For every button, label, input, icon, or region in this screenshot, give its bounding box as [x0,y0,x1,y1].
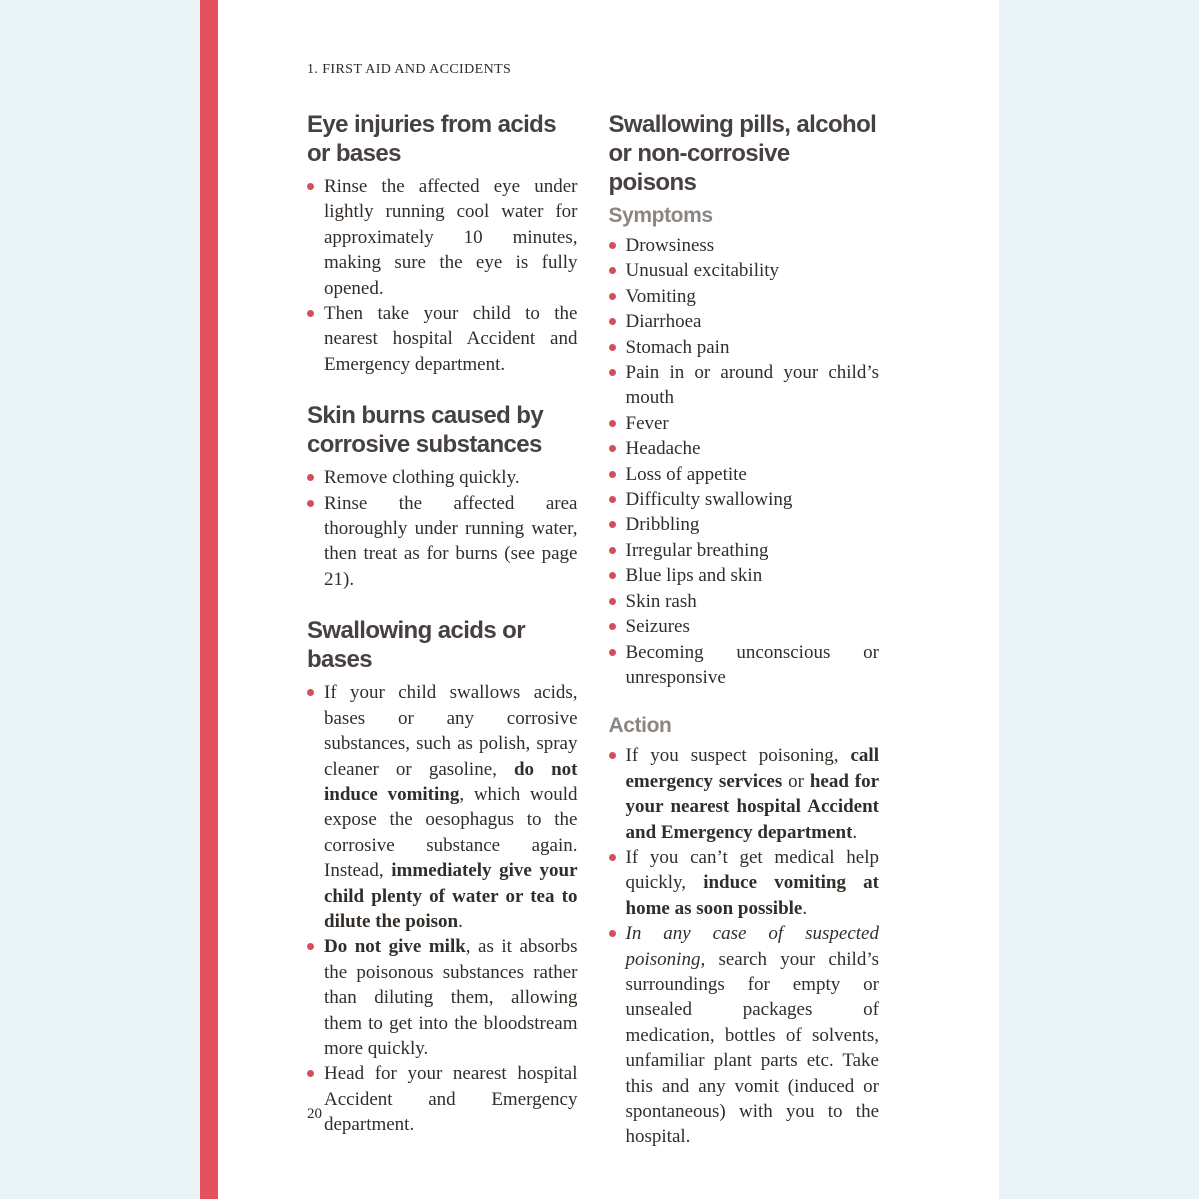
bullet-dot-icon [609,496,616,503]
bullet-item [609,436,880,461]
section [307,616,578,1137]
text-segment: do not induce vomiting [324,758,578,805]
bullet-dot-icon [609,521,616,528]
text-segment: head for your nearest hospital Accident and Emergency department [625,770,880,843]
bullet-item [609,538,880,563]
bullet-item [609,614,880,639]
bullet-dot-icon [609,623,616,630]
bullet-dot-icon [307,500,314,507]
bullet-dot-icon [609,598,616,605]
text-segment: Then take your child to the nearest hospital Accident and Emergency department. [324,303,578,375]
bullet-dot-icon [609,471,616,478]
bullet-dot-icon [307,1070,314,1077]
text-segment: induce vomiting at home as soon possible [625,872,879,919]
bullet-dot-icon [307,943,314,950]
bullet-dot-icon [609,752,616,759]
section [307,110,578,377]
text-segment: In any case of suspected poisoning, [625,923,879,970]
section [307,401,578,592]
bullet-item [609,284,880,309]
text-columns [307,110,879,1150]
text-segment: . [458,910,463,932]
text-segment: Stomach pain [625,336,730,358]
bullet-dot-icon [609,572,616,579]
section [609,110,880,1150]
text-segment: Drowsiness [625,235,715,256]
bullet-item [609,512,880,537]
bullet-item [609,563,880,588]
section-subheading: Symptoms [608,204,713,227]
bullet-item [609,309,880,334]
bullet-group [609,203,880,690]
bullet-dot-icon [307,183,314,190]
text-segment: . [852,821,858,843]
bullet-item [307,1061,578,1137]
bullet-dot-icon [609,547,616,554]
spine-stripe [200,0,218,1199]
bullet-list [609,743,880,1150]
bullet-item [307,934,578,1061]
bullet-dot-icon [307,689,314,696]
bullet-item [609,335,880,360]
text-segment: Do not give milk [324,936,466,958]
text-segment: If you suspect poisoning, [625,745,851,767]
bullet-item [609,743,880,845]
bullet-dot-icon [609,649,616,656]
text-segment: Dribbling [625,514,700,536]
text-segment: immediately give your child plenty of water or tea to dilute the poison [324,860,578,932]
bullet-item [609,921,880,1150]
text-segment: Rinse the affected eye under lightly running cool water for approximately 10 minutes, making sure the eye is fully opened. [324,176,578,299]
text-segment: Fever [625,412,669,434]
text-segment: Loss of appetite [625,463,747,485]
column-right [609,110,880,1150]
bullet-dot-icon [609,854,616,861]
bullet-dot-icon [609,242,616,249]
bullet-item [609,360,880,411]
bullet-item [307,491,578,593]
text-segment: Seizures [625,616,690,638]
bullet-group [307,680,578,1137]
text-segment: Head for your nearest hospital Accident and Emergency department. [324,1063,578,1136]
text-segment: Difficulty swallowing [625,489,793,511]
bullet-dot-icon [609,318,616,325]
text-segment: or [782,770,810,792]
bullet-item [307,680,578,934]
bullet-dot-icon [307,310,314,317]
section-heading: Swallowing pills, alcohol or non-corrosive poisons [608,111,877,196]
bullet-dot-icon [609,930,616,937]
page-number: 20 [307,1106,322,1122]
text-segment: Pain in or around your child’s mouth [625,362,879,409]
text-segment: Skin rash [625,590,697,612]
bullet-item [609,233,880,258]
bullet-dot-icon [609,267,616,274]
text-segment: . [802,897,808,919]
bullet-item [307,301,578,377]
text-segment: Blue lips and skin [625,565,763,587]
bullet-item [609,411,880,436]
section-heading: Swallowing acids or bases [307,617,525,674]
text-segment: , as it absorbs the poisonous substances rather than diluting them, allowing them to get into the bloodstream more quickly. [324,936,578,1059]
section-subheading: Action [608,714,672,738]
column-left [307,110,578,1150]
bullet-item [307,174,578,301]
text-segment: If you can’t get medical help quickly, [625,846,879,894]
text-segment: Rinse the affected area thoroughly under running water, then treat as for burns (see page 21). [324,492,578,590]
text-segment: Headache [625,438,701,460]
bullet-list [609,233,880,690]
running-header: 1. FIRST AID AND ACCIDENTS [307,62,512,77]
bullet-item [609,640,880,691]
text-segment: Becoming unconscious or unresponsive [625,641,879,688]
bullet-dot-icon [609,369,616,376]
bullet-dot-icon [609,420,616,427]
text-segment: Diarrhoea [625,311,702,333]
bullet-dot-icon [307,474,314,481]
bullet-item [609,462,880,487]
text-segment: Remove clothing quickly. [324,467,520,489]
bullet-item [609,487,880,512]
bullet-dot-icon [609,445,616,452]
section-heading: Eye injuries from acids or bases [307,111,556,167]
text-segment: call emergency services [625,745,879,792]
book-page [218,0,999,1199]
text-segment: If your child swallows acids, bases or any corrosive substances, such as polish, spray cleaner or gasoline, [324,682,578,780]
bullet-item [609,258,880,283]
bullet-list [307,465,578,592]
section-heading: Skin burns caused by corrosive substances [307,402,544,459]
bullet-item [609,589,880,614]
bullet-item [609,845,880,921]
text-segment: , which would expose the oesophagus to the corrosive substance again. Instead, [324,783,578,882]
bullet-list [307,680,578,1137]
text-segment: search your child’s surroundings for empty or unsealed packages of medication, bottles of solvents, unfamiliar plant parts etc. Take this and any vomit (induced or spontaneous) with you to the hospital. [625,948,879,1148]
bullet-dot-icon [609,293,616,300]
text-segment: Unusual excitability [625,260,780,282]
bullet-group [307,174,578,377]
bullet-group [609,713,880,1150]
bullet-list [307,174,578,377]
text-segment: Irregular breathing [625,539,769,561]
text-segment: Vomiting [625,285,696,307]
bullet-item [307,465,578,490]
bullet-dot-icon [609,344,616,351]
bullet-group [307,465,578,592]
